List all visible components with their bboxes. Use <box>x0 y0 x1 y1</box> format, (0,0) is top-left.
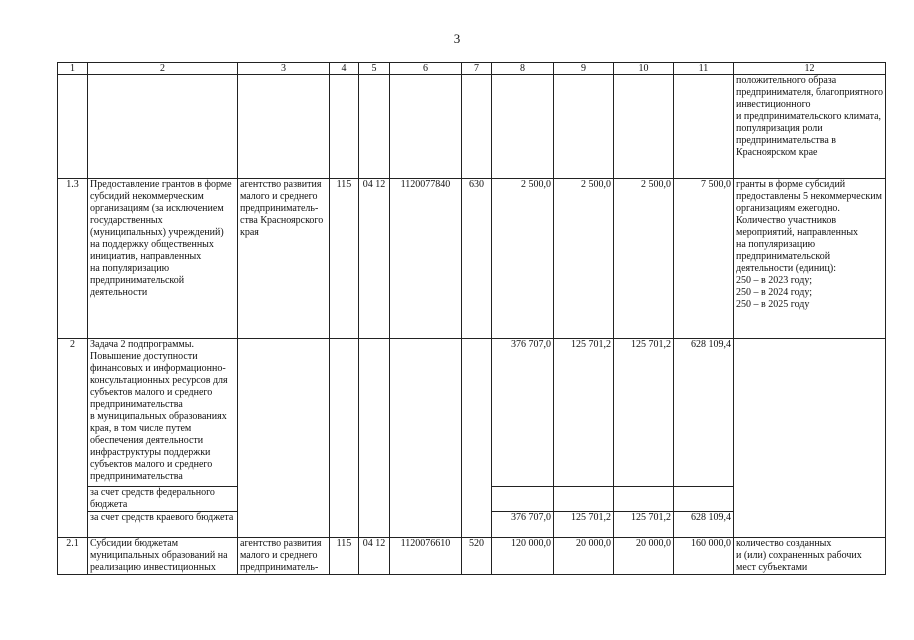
table-cell <box>614 487 674 512</box>
amount-2023: 376 707,0 <box>492 512 554 538</box>
amount-2024: 125 701,2 <box>554 339 614 487</box>
table-cell <box>554 487 614 512</box>
csr-code: 1120077840 <box>390 179 462 339</box>
csr-code: 1120076610 <box>390 538 462 575</box>
program-table <box>57 62 886 575</box>
header-cell: 6 <box>390 63 462 75</box>
executor: агентство развития малого и среднего предприниматель- <box>238 538 330 575</box>
table-cell <box>359 339 390 538</box>
amount-2023: 376 707,0 <box>492 339 554 487</box>
header-cell: 3 <box>238 63 330 75</box>
table-row <box>58 538 886 575</box>
grbs-code: 115 <box>330 538 359 575</box>
executor: агентство развития малого и среднего предприниматель-ства Красноярского края <box>238 179 330 339</box>
amount-2024: 20 000,0 <box>554 538 614 575</box>
amount-total: 628 109,4 <box>674 512 734 538</box>
grbs-code: 115 <box>330 179 359 339</box>
header-cell: 12 <box>734 63 886 75</box>
vr-code: 520 <box>462 538 492 575</box>
table-cell <box>58 75 88 179</box>
header-cell: 8 <box>492 63 554 75</box>
amount-2023: 120 000,0 <box>492 538 554 575</box>
amount-2023: 2 500,0 <box>492 179 554 339</box>
table-cell <box>492 75 554 179</box>
table-cell <box>330 339 359 538</box>
header-cell: 11 <box>674 63 734 75</box>
result-cell: количество созданных и (или) сохраненных рабочих мест субъектами <box>734 538 886 575</box>
header-cell: 5 <box>359 63 390 75</box>
source-label: за счет средств краевого бюджета <box>88 512 238 538</box>
source-label: за счет средств федерального бюджета <box>88 487 238 512</box>
table-cell <box>390 75 462 179</box>
amount-2025: 125 701,2 <box>614 512 674 538</box>
amount-total: 628 109,4 <box>674 339 734 487</box>
table-cell <box>359 75 390 179</box>
table-row <box>58 339 886 487</box>
vr-code: 630 <box>462 179 492 339</box>
table-cell <box>462 339 492 538</box>
table-cell <box>238 75 330 179</box>
table-cell <box>554 75 614 179</box>
result-cell: гранты в форме субсидий предоставлены 5 некоммерческим организациям ежегодно. Количество участников мероприятий, направленных на популяризацию предпринимательской деятельности (единиц): 250 – в 2023 году; 250 – в 2024 году; 250 – в 2025 году <box>734 179 886 339</box>
result-cell: положительного образа предпринимателя, благоприятного инвестиционного и предпринимательского климата, популяризация роли предпринимательства в Красноярском крае <box>734 75 886 179</box>
amount-total: 160 000,0 <box>674 538 734 575</box>
header-cell: 7 <box>462 63 492 75</box>
header-cell: 10 <box>614 63 674 75</box>
table-cell <box>462 75 492 179</box>
table-row <box>58 75 886 179</box>
header-cell: 1 <box>58 63 88 75</box>
table-cell <box>674 487 734 512</box>
table-cell <box>88 75 238 179</box>
table-cell <box>734 339 886 538</box>
table-cell <box>614 75 674 179</box>
activity-name: Предоставление грантов в форме субсидий некоммерческим организациям (за исключением государственных (муниципальных) учреждений) на поддержку общественных инициатив, направленных на популяризацию предпринимательской деятельности <box>88 179 238 339</box>
amount-2025: 125 701,2 <box>614 339 674 487</box>
amount-2024: 2 500,0 <box>554 179 614 339</box>
row-number: 2.1 <box>58 538 88 575</box>
row-number: 1.3 <box>58 179 88 339</box>
table-cell <box>674 75 734 179</box>
header-row <box>58 63 886 75</box>
row-number: 2 <box>58 339 88 538</box>
header-cell: 4 <box>330 63 359 75</box>
activity-name: Субсидии бюджетам муниципальных образований на реализацию инвестиционных <box>88 538 238 575</box>
table-cell <box>390 339 462 538</box>
table-cell <box>330 75 359 179</box>
task-name: Задача 2 подпрограммы. Повышение доступности финансовых и информационно-консультационных ресурсов для субъектов малого и среднего предпринимательства в муниципальных образованиях края, в том числе путем обеспечения деятельности инфраструктуры поддержки субъектов малого и среднего предпринимательства <box>88 339 238 487</box>
amount-2025: 2 500,0 <box>614 179 674 339</box>
header-cell: 9 <box>554 63 614 75</box>
table-cell <box>238 339 330 538</box>
amount-2024: 125 701,2 <box>554 512 614 538</box>
amount-2025: 20 000,0 <box>614 538 674 575</box>
header-cell: 2 <box>88 63 238 75</box>
page-number: 3 <box>453 31 461 46</box>
table-row <box>58 179 886 339</box>
rzpr-code: 04 12 <box>359 538 390 575</box>
rzpr-code: 04 12 <box>359 179 390 339</box>
amount-total: 7 500,0 <box>674 179 734 339</box>
table-cell <box>492 487 554 512</box>
